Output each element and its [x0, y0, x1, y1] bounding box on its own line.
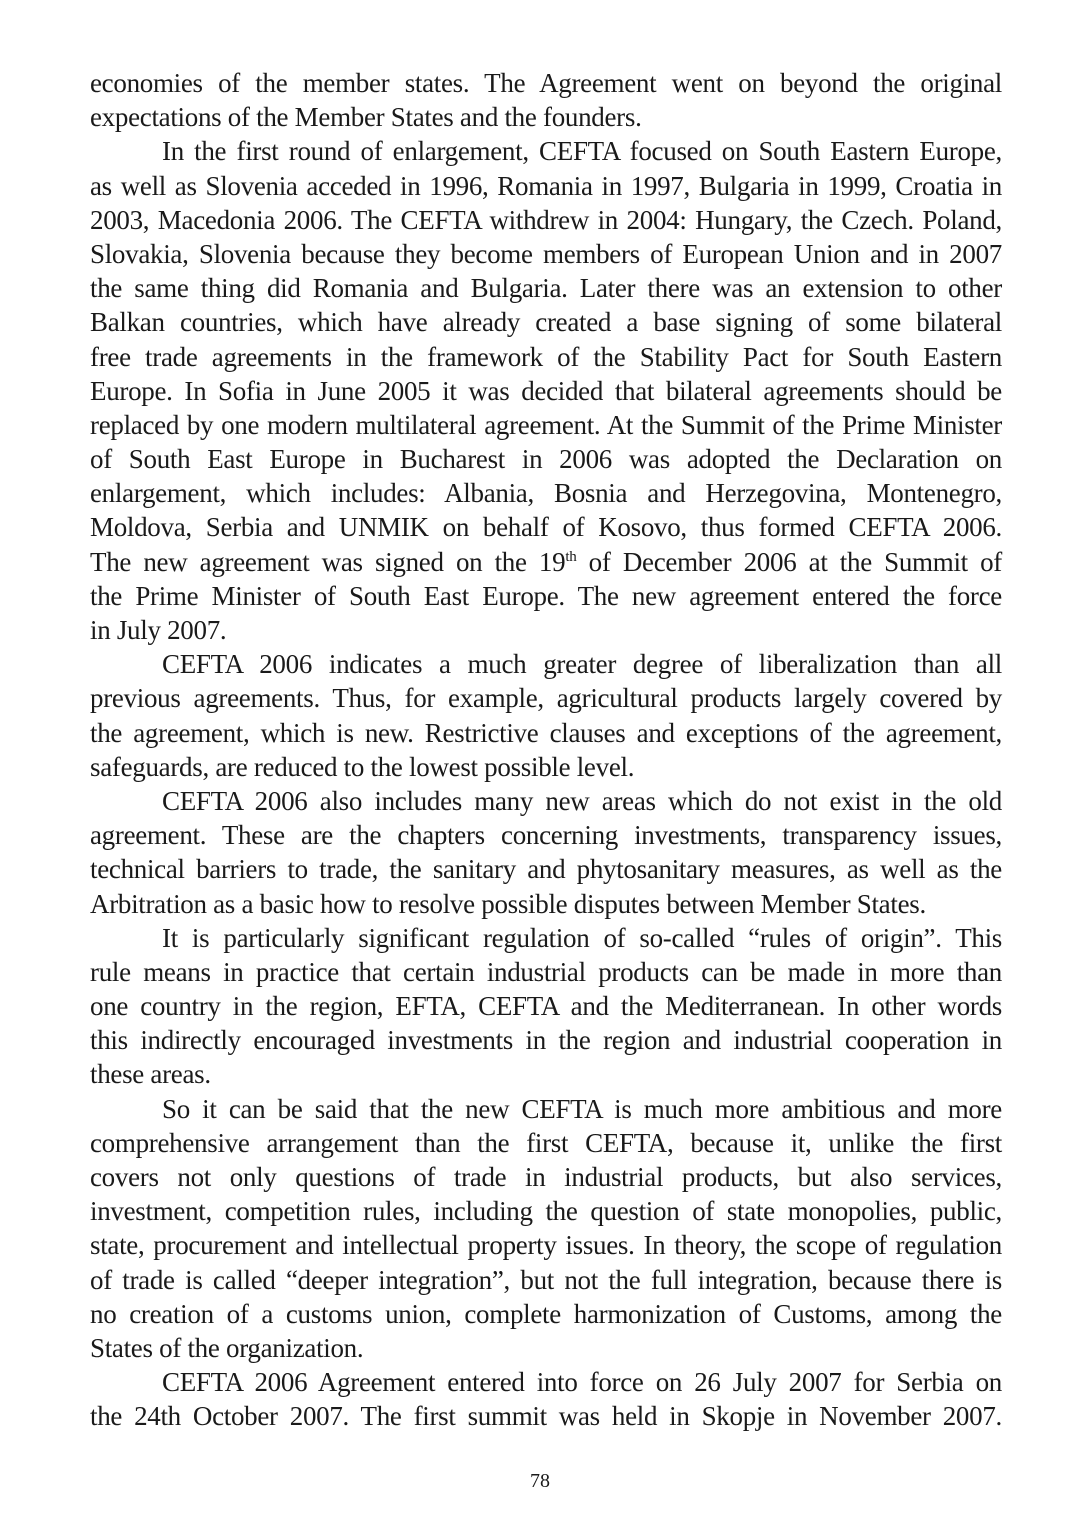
text-line: States of the organization.: [90, 1332, 364, 1363]
text-line: as well as Slovenia acceded in 1996, Romania in 1997, Bulgaria in 1999, Croatia in: [90, 170, 1002, 201]
superscript-ordinal: th: [565, 548, 577, 565]
text-line: It is particularly significant regulation of so-called “rules of origin”. This: [162, 922, 1002, 953]
text-line: Slovakia, Slovenia because they become members of European Union and in 2007: [90, 238, 1002, 269]
paragraph: [90, 1365, 1002, 1433]
page-number: 78: [530, 1470, 550, 1492]
text-line: economies of the member states. The Agreement went on beyond the original: [90, 68, 1002, 98]
text-line: The new agreement was signed on the 19th of December 2006 at the Summit of: [90, 546, 1002, 577]
text-line: the same thing did Romania and Bulgaria. Later there was an extension to other: [90, 273, 1002, 304]
text-line: expectations of the Member States and the founders.: [90, 102, 642, 133]
text-line: the 24th October 2007. The first summit was held in Skopje in November 2007.: [90, 1401, 1002, 1432]
text-line: of South East Europe in Bucharest in 2006 was adopted the Declaration on: [90, 444, 1002, 475]
paragraph: [90, 134, 1002, 647]
text-line: the agreement, which is new. Restrictive clauses and exceptions of the agreement,: [90, 717, 1002, 748]
text-line: Moldova, Serbia and UNMIK on behalf of Kosovo, thus formed CEFTA 2006.: [90, 512, 1002, 543]
text-line: previous agreements. Thus, for example, agricultural products largely covered by: [90, 683, 1002, 714]
text-line: So it can be said that the new CEFTA is much more ambitious and more: [162, 1093, 1002, 1124]
text-line: Arbitration as a basic how to resolve possible disputes between Member States.: [90, 888, 926, 919]
text-line: Europe. In Sofia in June 2005 it was decided that bilateral agreements should be: [90, 375, 1002, 406]
text-line: investment, competition rules, including the question of state monopolies, public,: [90, 1196, 1002, 1227]
paragraph: [90, 647, 1002, 784]
text-line: Balkan countries, which have already created a base signing of some bilateral: [90, 307, 1002, 338]
text-line: the Prime Minister of South East Europe. The new agreement entered the force: [90, 580, 1002, 611]
text-line: agreement. These are the chapters concerning investments, transparency issues,: [90, 820, 1002, 851]
text-line: state, procurement and intellectual property issues. In theory, the scope of regulation: [90, 1230, 1002, 1261]
text-line: covers not only questions of trade in industrial products, but also services,: [90, 1162, 1002, 1192]
paragraph: [90, 784, 1002, 921]
text-line: in July 2007.: [90, 615, 227, 645]
text-line: replaced by one modern multilateral agreement. At the Summit of the Prime Minister: [90, 409, 1002, 440]
paragraph: [90, 1092, 1002, 1366]
paragraph: [90, 921, 1002, 1092]
text-line: this indirectly encouraged investments in the region and industrial cooperation in: [90, 1025, 1002, 1056]
text-line: rule means in practice that certain industrial products can be made in more than: [90, 956, 1002, 987]
document-body: [90, 66, 1002, 1434]
text-line: safeguards, are reduced to the lowest possible level.: [90, 751, 635, 782]
text-line: 2003, Macedonia 2006. The CEFTA withdrew in 2004: Hungary, the Czech. Poland,: [90, 204, 1002, 235]
text-line: one country in the region, EFTA, CEFTA and the Mediterranean. In other words: [90, 991, 1002, 1022]
text-line: comprehensive arrangement than the first CEFTA, because it, unlike the first: [90, 1127, 1002, 1158]
text-line: CEFTA 2006 indicates a much greater degree of liberalization than all: [162, 649, 1002, 680]
text-line: of trade is called “deeper integration”, but not the full integration, because there is: [90, 1264, 1002, 1295]
paragraph: [90, 66, 1002, 134]
text-line: In the first round of enlargement, CEFTA focused on South Eastern Europe,: [162, 136, 1002, 167]
text-line: these areas.: [90, 1059, 211, 1090]
text-line: no creation of a customs union, complete harmonization of Customs, among the: [90, 1298, 1002, 1329]
text-line: technical barriers to trade, the sanitary and phytosanitary measures, as well as the: [90, 854, 1002, 885]
text-line: CEFTA 2006 Agreement entered into force on 26 July 2007 for Serbia on: [162, 1367, 1002, 1398]
text-line: CEFTA 2006 also includes many new areas which do not exist in the old: [162, 785, 1002, 816]
text-line: enlargement, which includes: Albania, Bosnia and Herzegovina, Montenegro,: [90, 478, 1002, 509]
text-line: free trade agreements in the framework of the Stability Pact for South Eastern: [90, 341, 1002, 372]
